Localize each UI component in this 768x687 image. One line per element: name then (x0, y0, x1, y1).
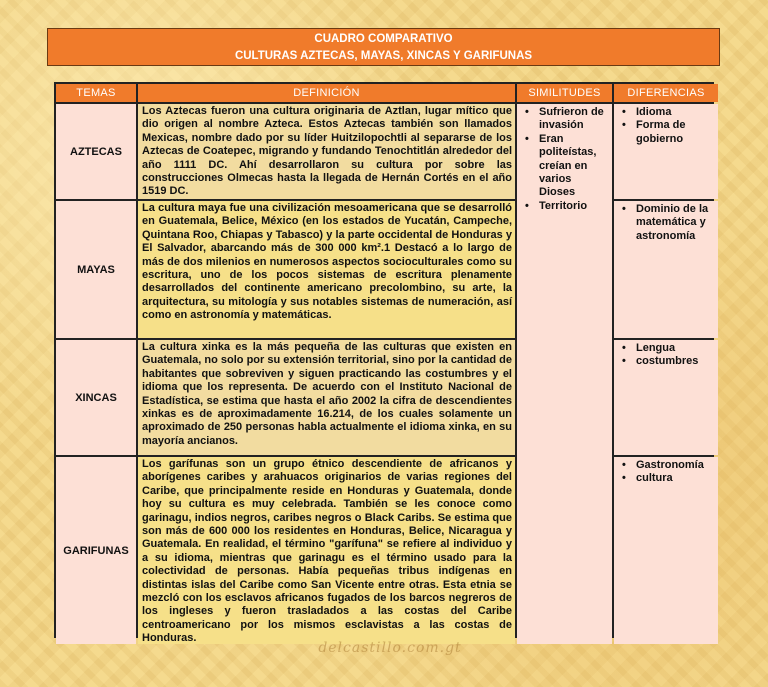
definicion-garifunas: Los garífunas son un grupo étnico descendiente de africanos y aborígenes caribes y arahuacos originarios de varias regiones del Caribe, que principalmente reside en Honduras y Guatemala, donde hoy su cultura es muy celebrada. También se les conoce como garinagu, indios negros, caribes negros o Black Caribs. Se estima que son más de 600 000 los residentes en Honduras, Belice, Nicaragua y Guatemala. En realidad, el término "garífuna" se refiere al individuo y a su idioma, mientras que garinagu es el término usado para la colectividad de personas. Había pequeñas tribus indígenas en distintas islas del Caribe como San Vicente entre otras. Esta etnia se mezcló con los esclavos africanos fugados de los barcos negreros de los ingleses y fueron trasladados a las costas del Caribe centroamericano por los mismos esclavistas a las costas de Honduras. (138, 457, 515, 644)
definicion-aztecas: Los Aztecas fueron una cultura originaria de Aztlan, lugar mítico que dio origen al nombre Azteca. Estos Aztecas también son llamados Mexicas, nombre dado por su líder Huitzilopochtli al separarse de los Aztecas de Coatepec, migrando y fundando Tenochtitlán alrededor del año 1111 DC. Ahí desarrollaron su cultura por sobre las construcciones Olmecas hasta la llegada de Hernán Cortés en el año 1519 DC. (138, 104, 515, 199)
header-diferencias: DIFERENCIAS (614, 84, 718, 102)
diferencia-item: • Idioma (618, 106, 715, 119)
diferencias-xincas (614, 340, 718, 455)
tema-aztecas: AZTECAS (56, 104, 136, 199)
diferencias-aztecas (614, 104, 718, 199)
diferencia-item: • Gastronomía (618, 459, 715, 472)
diferencia-item: • cultura (618, 472, 715, 485)
definicion-xincas: La cultura xinka es la más pequeña de las culturas que existen en Guatemala, no solo por su extensión territorial, sino por la cantidad de habitantes que sobreviven y siguen practicando las costumbres y el idioma que los representa. De acuerdo con el Instituto Nacional de Estadística, se estima que hasta el año 2002 la cifra de descendientes xinkas es de aproximadamente 16.214, de los cuales solamente un aproximado de 250 personas habla actualmente el idioma xinka, en su mayoría ancianos. (138, 340, 515, 455)
title-line-2: CULTURAS AZTECAS, MAYAS, XINCAS Y GARIFUNAS (234, 50, 533, 62)
title-line-1: CUADRO COMPARATIVO (314, 33, 453, 45)
diferencia-item: • Dominio de la matemática y astronomía (618, 203, 715, 243)
watermark: delcastillo.com.gt (318, 640, 462, 656)
similitudes-cell (517, 104, 612, 644)
header-temas: TEMAS (56, 84, 136, 102)
header-similitudes: SIMILITUDES (517, 84, 612, 102)
title-banner (47, 28, 720, 66)
diferencias-mayas (614, 201, 718, 338)
tema-xincas: XINCAS (56, 340, 136, 455)
tema-garifunas: GARIFUNAS (56, 457, 136, 644)
similitud-item: • Territorio (521, 200, 609, 213)
header-definicion: DEFINICIÓN (138, 84, 515, 102)
diferencia-item: • Forma de gobierno (618, 119, 715, 146)
definicion-mayas: La cultura maya fue una civilización mesoamericana que se desarrolló en Guatemala, Belice, México (en los estados de Yucatán, Campeche, Quintana Roo, Chiapas y Tabasco) y la parte occidental de Honduras y El Salvador, abarcando más de 300 000 km².1 Destacó a lo largo de más de dos milenios en numerosos aspectos socioculturales como su escritura, uno de los pocos sistemas de escritura plenamente desarrollados del continente americano precolombino, su arte, la arquitectura, su mitología y sus notables sistemas de numeración, así como en astronomía y matemáticas. (138, 201, 515, 338)
diferencias-garifunas (614, 457, 718, 644)
similitud-item: • Eran politeístas, creían en varios Dioses (521, 133, 609, 200)
comparison-table (54, 82, 714, 644)
tema-mayas: MAYAS (56, 201, 136, 338)
diferencia-item: • costumbres (618, 355, 715, 368)
similitud-item: • Sufrieron de invasión (521, 106, 609, 133)
diferencia-item: • Lengua (618, 342, 715, 355)
